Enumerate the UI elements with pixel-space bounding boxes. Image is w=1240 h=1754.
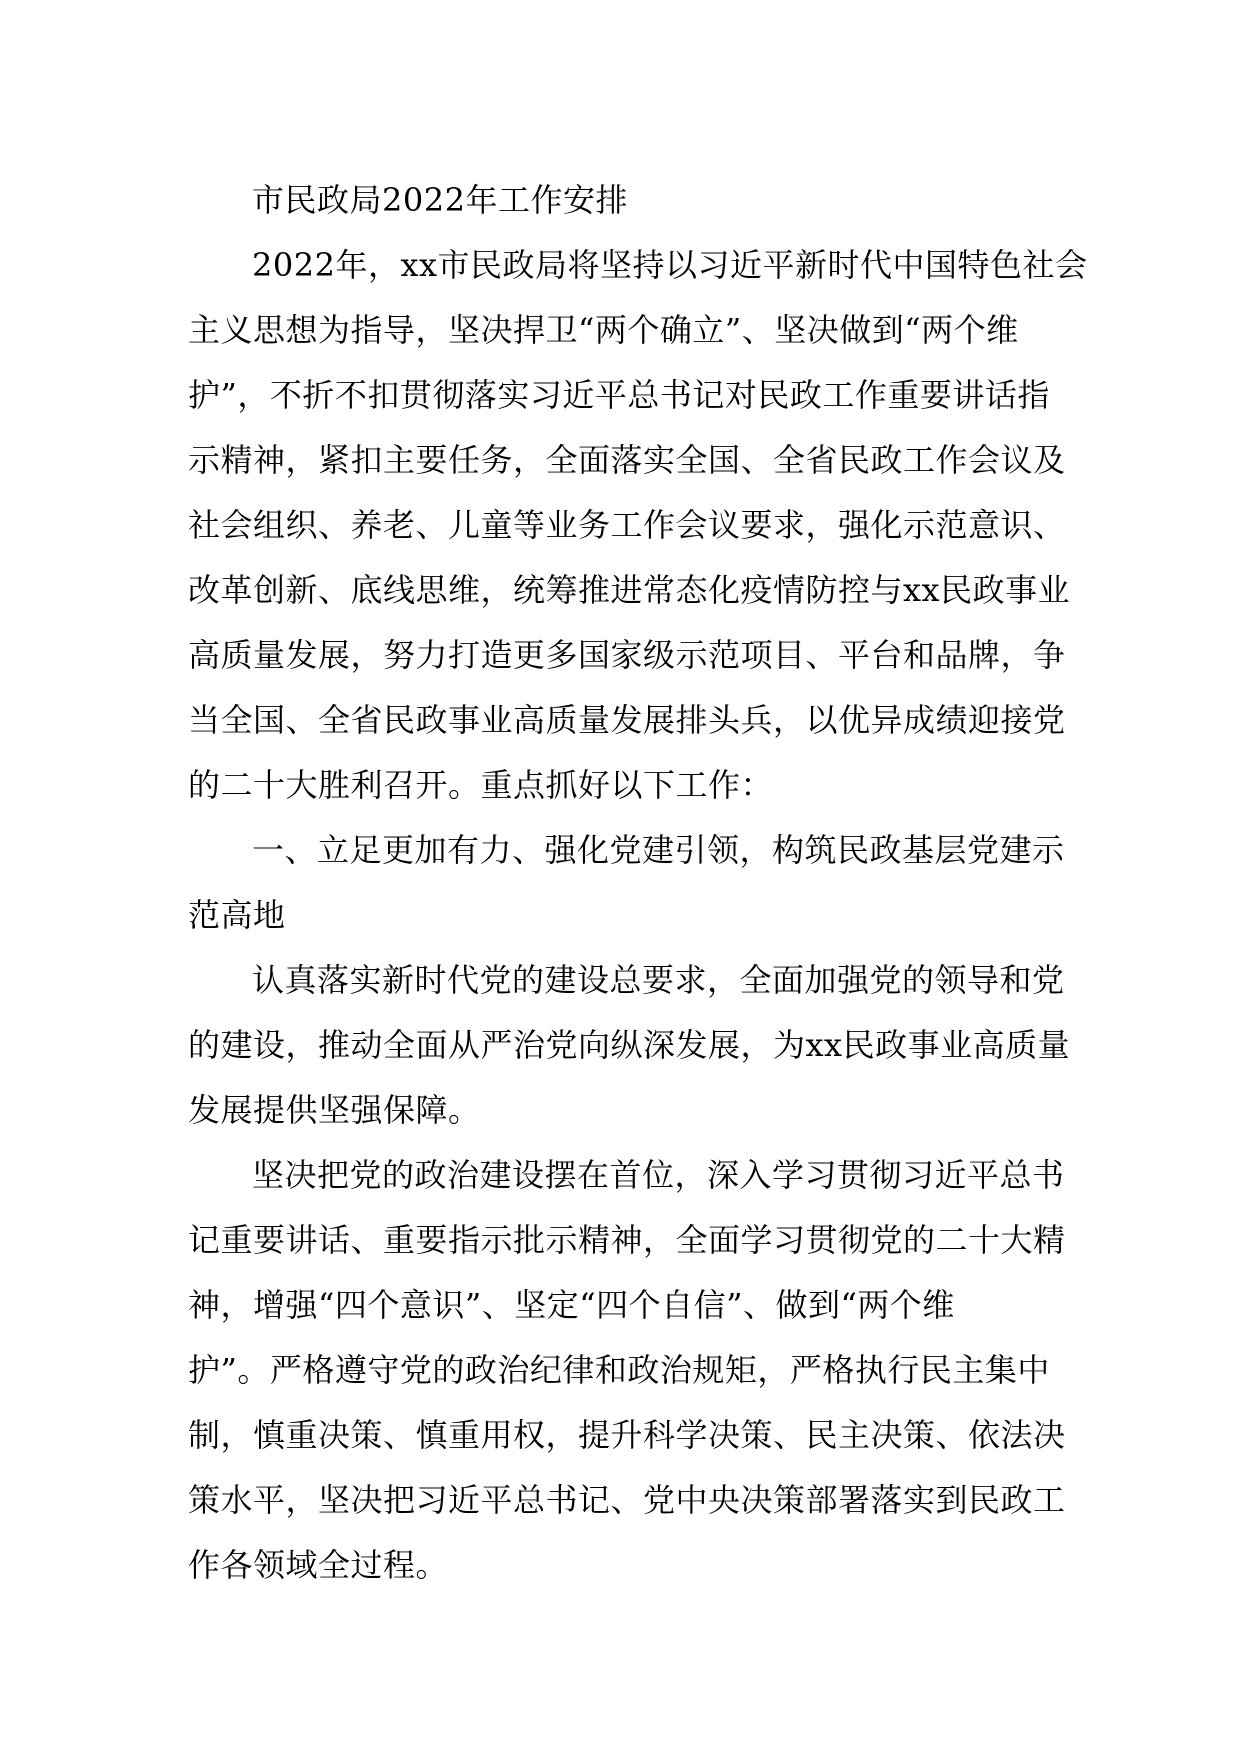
paragraph-line: 当全国、全省民政事业高质量发展排头兵，以优异成绩迎接党 — [188, 701, 1066, 739]
paragraph-line: 社会组织、养老、儿童等业务工作会议要求，强化示范意识、 — [188, 506, 1066, 544]
paragraph-line: 护”，不折不扣贯彻落实习近平总书记对民政工作重要讲话指 — [188, 376, 1050, 414]
paragraph-line: 改革创新、底线思维，统筹推进常态化疫情防控与xx民政事业 — [188, 571, 1071, 609]
paragraph-line: 护”。严格遵守党的政治纪律和政治规矩，严格执行民主集中 — [188, 1351, 1050, 1389]
section-heading-line: 一、立足更加有力、强化党建引领，构筑民政基层党建示 — [252, 831, 1065, 869]
document-body — [188, 168, 1088, 1598]
paragraph-line: 作各领域全过程。 — [188, 1546, 449, 1584]
document-title: 市民政局2022年工作安排 — [252, 181, 628, 219]
paragraph-line: 的建设，推动全面从严治党向纵深发展，为xx民政事业高质量 — [188, 1026, 1071, 1064]
paragraph-line: 高质量发展，努力打造更多国家级示范项目、平台和品牌，争 — [188, 636, 1066, 674]
paragraph-line: 制，慎重决策、慎重用权，提升科学决策、民主决策、依法决 — [188, 1416, 1066, 1454]
paragraph-line: 发展提供坚强保障。 — [188, 1091, 481, 1129]
paragraph-line: 2022年，xx市民政局将坚持以习近平新时代中国特色社会 — [252, 246, 1088, 284]
paragraph-line: 记重要讲话、重要指示批示精神，全面学习贯彻党的二十大精 — [188, 1221, 1066, 1259]
paragraph-line: 坚决把党的政治建设摆在首位，深入学习贯彻习近平总书 — [252, 1156, 1065, 1194]
paragraph-line: 主义思想为指导，坚决捍卫“两个确立”、坚决做到“两个维 — [188, 311, 1019, 349]
paragraph-line: 的二十大胜利召开。重点抓好以下工作： — [188, 766, 774, 804]
paragraph-line: 认真落实新时代党的建设总要求，全面加强党的领导和党 — [252, 961, 1065, 999]
paragraph-line: 神，增强“四个意识”、坚定“四个自信”、做到“两个维 — [188, 1286, 955, 1324]
paragraph-line: 策水平，坚决把习近平总书记、党中央决策部署落实到民政工 — [188, 1481, 1066, 1519]
section-heading-line: 范高地 — [188, 896, 286, 934]
paragraph-line: 示精神，紧扣主要任务，全面落实全国、全省民政工作会议及 — [188, 441, 1066, 479]
